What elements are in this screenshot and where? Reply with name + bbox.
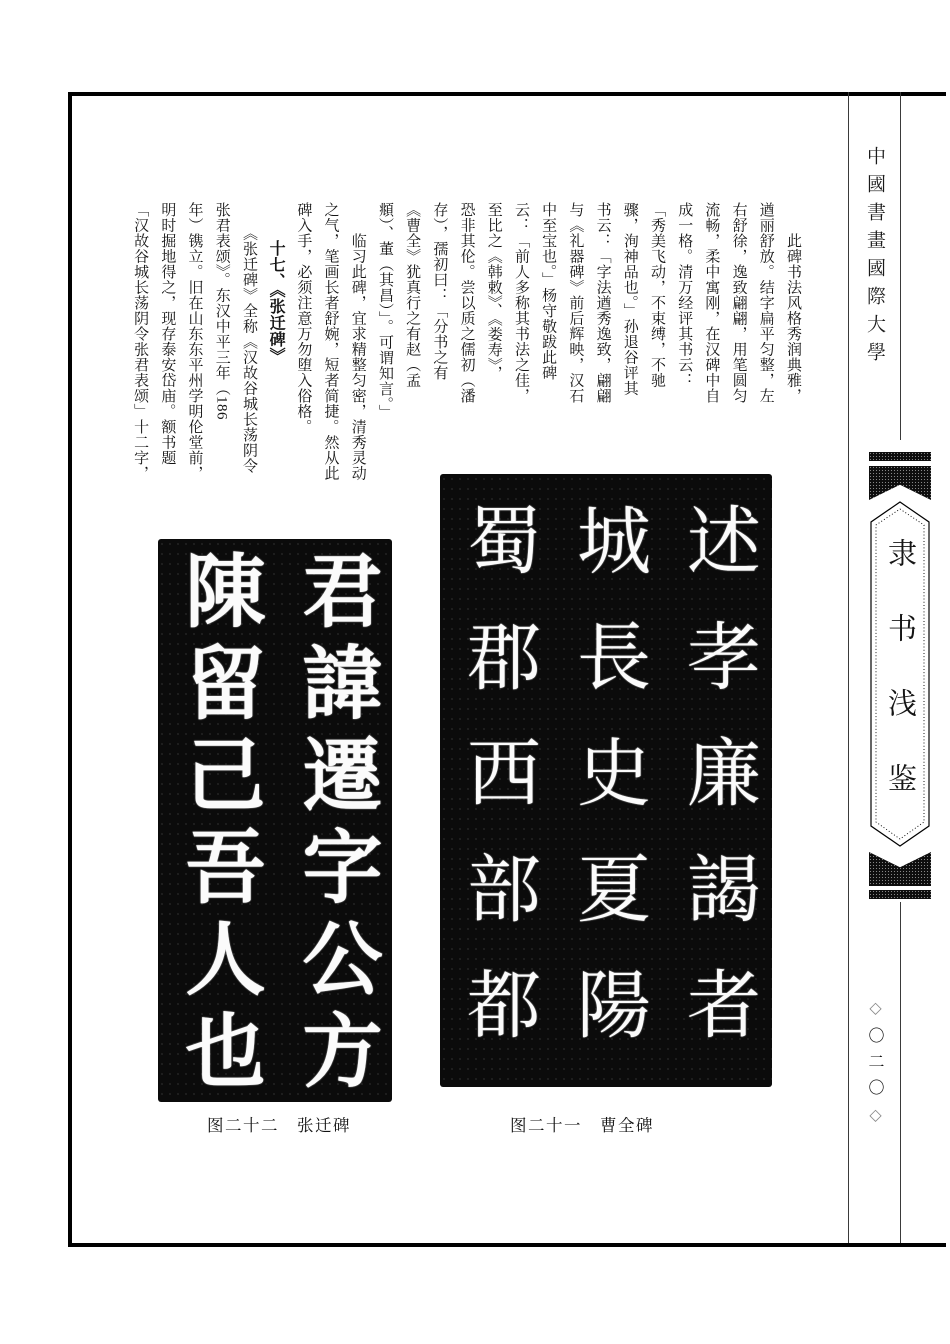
- rubbing-column: 君諱遷字公方: [290, 549, 378, 1101]
- series-tab-title: 隶书浅鉴: [884, 538, 916, 838]
- figure-caption-caoquan: 图二十一 曹全碑: [510, 1116, 654, 1135]
- text-column: 明时掘地得之，现存泰安岱庙。额书题: [159, 202, 176, 466]
- text-column: 「汉故谷城长荡阴令张君表颂」十二字，: [132, 202, 149, 481]
- text-column: 恐非其伦。尝以质之儒初（潘: [458, 202, 475, 404]
- page-number-ornament: ◇: [866, 998, 883, 1027]
- text-column: 此碑书法风格秀润典雅，: [785, 202, 801, 404]
- text-column: 张君表颂》。东汉中平三年（186: [213, 202, 230, 420]
- text-column: 頫）、董（其昌）」。可谓知言。」: [376, 202, 393, 420]
- text-column: 碑入手，必须注意万勿堕入俗格。: [295, 202, 312, 435]
- text-column: 《张迁碑》全称《汉故谷城长荡阴令: [240, 202, 257, 474]
- text-column: 至比之《韩敕》、《娄寿》，: [485, 202, 502, 381]
- margin-rule-outer-bottom: [900, 902, 901, 1243]
- tab-ornament-bar-top: [869, 452, 931, 461]
- text-column: 中至宝也。」杨守敬跋此碑: [540, 202, 557, 381]
- page-number-ornament: ◇: [866, 1105, 883, 1134]
- margin-rule-outer-top: [900, 92, 901, 440]
- text-column: 成一格。清万经评其书云：: [676, 202, 693, 388]
- text-column: 临习此碑，宜求精整匀密，清秀灵动: [349, 202, 366, 481]
- text-column: 右舒徐，逸致翩翩，用笔圆匀: [730, 202, 747, 404]
- figure-zhangqian-rubbing: [158, 539, 392, 1102]
- page-number-value: 〇二〇: [866, 1027, 883, 1105]
- text-column: 遒丽舒放。结字扁平匀整，左: [757, 202, 774, 404]
- figure-caoquan-rubbing: [440, 474, 772, 1087]
- running-head-university: 中國書畫國際大學: [864, 146, 885, 370]
- page-number: [849, 998, 900, 1168]
- text-column: 与《礼器碑》前后辉映，汉石: [567, 202, 584, 404]
- text-column: 之气，笔画长者舒婉，短者简捷。然从此: [322, 202, 339, 481]
- text-column: 骤，洵神品也。」孙退谷评其: [621, 202, 638, 396]
- section-heading: 十七、《张迁碑》: [267, 240, 285, 364]
- text-column: 《曹全》犹真行之有赵（孟: [404, 202, 421, 388]
- text-column: 书云：「字法遒秀逸致，翩翩: [594, 202, 611, 404]
- text-column: 流畅，柔中寓刚，在汉碑中自: [703, 202, 720, 404]
- text-column: 年）镌立。旧在山东东平州学明伦堂前，: [186, 202, 203, 481]
- figure-caption-zhangqian: 图二十二 张迁碑: [207, 1116, 351, 1135]
- tab-ornament-bar-bottom: [869, 890, 931, 899]
- rubbing-column: 蜀郡西部都: [456, 502, 538, 1082]
- text-column: 存），孺初曰：「分书之有: [431, 202, 448, 381]
- rubbing-column: 述孝廉謁者: [676, 502, 758, 1082]
- rubbing-column: 城長史夏陽: [566, 502, 648, 1082]
- text-column: 云：「前人多称其书法之佳，: [512, 202, 529, 404]
- rubbing-column: 陳留己吾人也: [173, 549, 261, 1101]
- text-column: 「秀美飞动，不束缚，不驰: [648, 202, 665, 388]
